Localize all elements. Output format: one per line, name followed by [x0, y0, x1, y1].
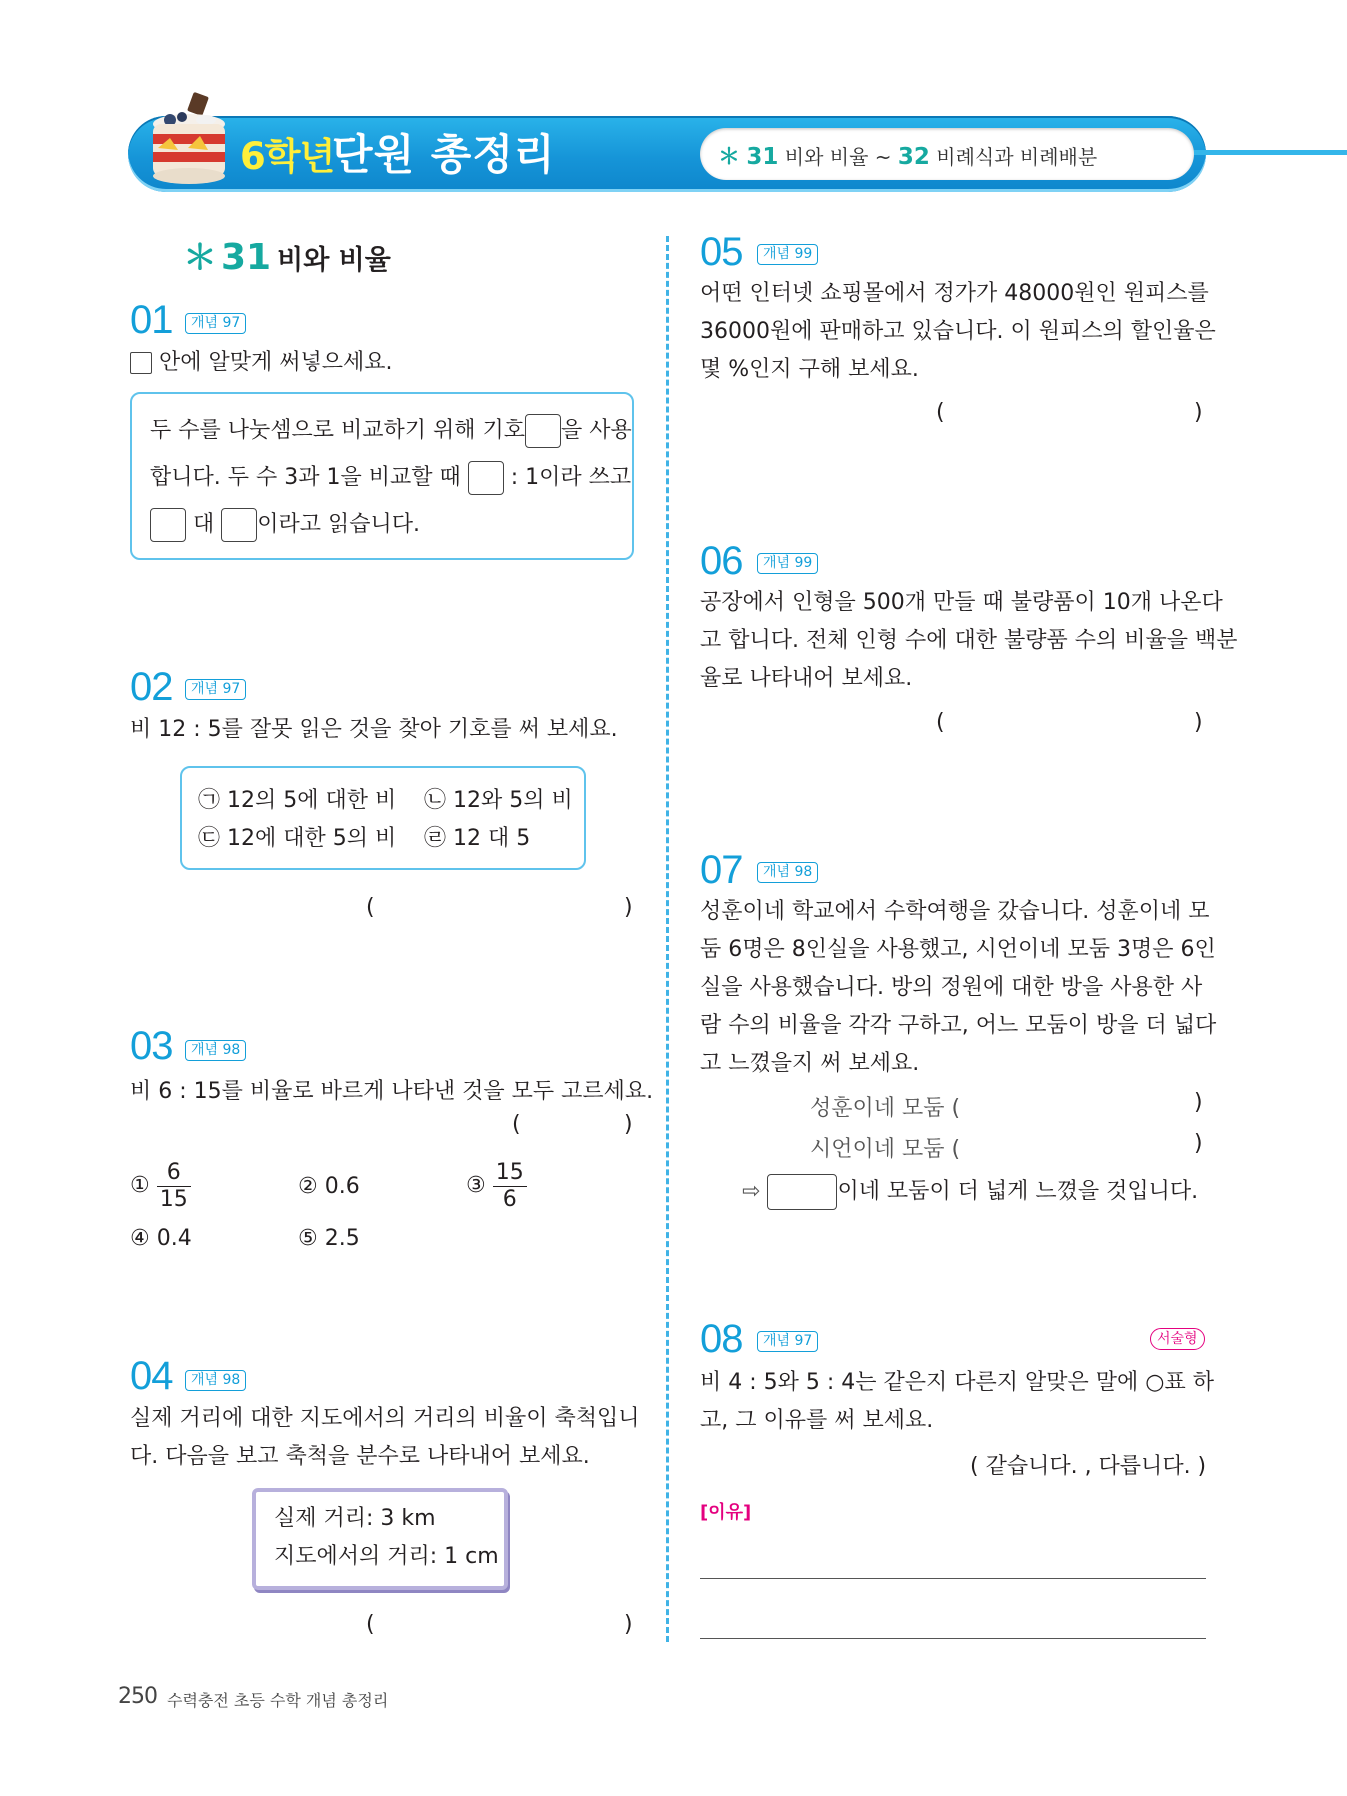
- answer-paren-open: (: [366, 895, 375, 920]
- question-prompt-line-1: 비 4 : 5와 5 : 4는 같은지 다른지 알맞은 말에 ○표 하: [700, 1370, 1214, 1395]
- question-prompt-line-2: 36000원에 판매하고 있습니다. 이 원피스의 할인율은: [700, 319, 1216, 344]
- choice-5: ⑤ 2.5: [298, 1226, 360, 1251]
- text: 대: [193, 512, 215, 537]
- question-prompt: 비 12 : 5를 잘못 읽은 것을 찾아 기호를 써 보세요.: [130, 717, 618, 742]
- question-prompt-line-1: 실제 거리에 대한 지도에서의 거리의 비율이 축척입니: [130, 1406, 640, 1431]
- range-end-title: 비례식과 비례배분: [936, 145, 1098, 169]
- question-prompt-line-3: 율로 나타내어 보세요.: [700, 666, 913, 691]
- numerator: 6: [157, 1160, 191, 1187]
- essay-badge: 서술형: [1150, 1328, 1205, 1350]
- answer-label-2: 시언이네 모둠 (: [810, 1137, 961, 1162]
- actual-distance: 실제 거리: 3 km: [274, 1506, 436, 1531]
- answer-paren-close: ): [624, 1612, 633, 1637]
- question-prompt-line-1: 공장에서 인형을 500개 만들 때 불량품이 10개 나온다: [700, 590, 1223, 615]
- answer-blank[interactable]: [525, 414, 561, 448]
- question-number: 08: [700, 1317, 743, 1361]
- section-number: 31: [221, 237, 272, 278]
- section-heading: [183, 230, 391, 279]
- answer-paren-close: ): [1194, 400, 1203, 425]
- option: ㉢ 12에 대한 5의 비: [198, 826, 397, 851]
- fill-blank-line-2: [150, 456, 631, 500]
- text: 이라고 읽습니다.: [257, 512, 421, 537]
- unit-range: [718, 140, 1097, 171]
- text: 을 사용: [561, 418, 632, 443]
- question-number: 01: [130, 298, 173, 342]
- answer-blank[interactable]: [468, 461, 504, 495]
- choice-3: [466, 1158, 527, 1214]
- question-prompt-line-5: 고 느꼈을지 써 보세요.: [700, 1051, 920, 1076]
- range-start-number: 31: [746, 144, 779, 170]
- page-number: 250: [118, 1684, 157, 1709]
- concept-tag: 개념 97: [185, 313, 246, 334]
- star-icon: ＊: [718, 145, 741, 170]
- concept-tag: 개념 98: [185, 1040, 246, 1061]
- question-prompt-line-2: 다. 다음을 보고 축척을 분수로 나타내어 보세요.: [130, 1444, 590, 1469]
- prompt-text: 안에 알맞게 써넣으세요.: [159, 350, 393, 375]
- question-prompt-line-3: 실을 사용했습니다. 방의 정원에 대한 방을 사용한 사: [700, 975, 1203, 1000]
- fraction: [493, 1160, 527, 1213]
- concept-tag: 개념 97: [185, 679, 246, 700]
- question-number: 03: [130, 1024, 173, 1068]
- answer-paren-open: (: [512, 1112, 521, 1137]
- question-prompt: [130, 344, 393, 381]
- choice-mark: ③: [466, 1173, 486, 1198]
- question-prompt-line-3: 몇 %인지 구해 보세요.: [700, 357, 919, 382]
- arrow-icon: ⇨: [742, 1179, 761, 1204]
- blank-box-icon: [130, 352, 152, 374]
- answer-paren-close: ): [624, 895, 633, 920]
- numerator: 15: [493, 1160, 527, 1187]
- choice-4: ④ 0.4: [130, 1226, 192, 1251]
- answer-blank[interactable]: [767, 1174, 837, 1210]
- choice-mark: ①: [130, 1173, 150, 1198]
- concept-tag: 개념 99: [757, 244, 818, 265]
- question-number: 07: [700, 848, 743, 892]
- question-prompt: 비 6 : 15를 비율로 바르게 나타낸 것을 모두 고르세요.: [130, 1079, 654, 1104]
- reason-label: [이유]: [700, 1502, 752, 1523]
- denominator: 15: [159, 1186, 188, 1212]
- question-prompt-line-4: 람 수의 비율을 각각 구하고, 어느 모둠이 방을 더 넓다: [700, 1013, 1217, 1038]
- answer-paren-close: ): [1194, 1090, 1203, 1115]
- question-prompt-line-1: 어떤 인터넷 쇼핑몰에서 정가가 48000원인 원피스를: [700, 281, 1209, 306]
- range-end-number: 32: [897, 144, 930, 170]
- question-prompt-line-2: 둠 6명은 8인실을 사용했고, 시언이네 모둠 3명은 6인: [700, 937, 1216, 962]
- cake-icon: [148, 90, 230, 188]
- answer-paren-open: (: [936, 400, 945, 425]
- answer-blank[interactable]: [221, 508, 257, 542]
- concept-tag: 개념 98: [185, 1370, 246, 1391]
- question-number: 06: [700, 539, 743, 583]
- text: 두 수를 나눗셈으로 비교하기 위해 기호: [150, 418, 525, 443]
- fill-blank-line-3: [150, 503, 420, 547]
- option: ㉣ 12 대 5: [424, 826, 531, 851]
- book-title: 수력충전 초등 수학 개념 총정리: [167, 1691, 389, 1710]
- concept-tag: 개념 99: [757, 553, 818, 574]
- question-number: 02: [130, 665, 173, 709]
- map-distance: 지도에서의 거리: 1 cm: [274, 1544, 499, 1569]
- denominator: 6: [502, 1186, 517, 1212]
- option: ㉠ 12의 5에 대한 비: [198, 788, 397, 813]
- choice-2: ② 0.6: [298, 1174, 360, 1199]
- answer-paren-open: (: [366, 1612, 375, 1637]
- fraction: [157, 1160, 191, 1213]
- answer-choice[interactable]: ( 같습니다. , 다릅니다. ): [970, 1454, 1207, 1479]
- column-divider: [666, 236, 669, 1642]
- answer-label-1: 성훈이네 모둠 (: [810, 1096, 961, 1121]
- question-number: 04: [130, 1354, 173, 1398]
- answer-paren-close: ): [1194, 710, 1203, 735]
- star-icon: ＊: [183, 238, 217, 278]
- choice-1: [130, 1158, 191, 1214]
- answer-paren-close: ): [1194, 1131, 1203, 1156]
- banner-grade: 6학년: [240, 135, 335, 178]
- concept-tag: 개념 98: [757, 862, 818, 883]
- range-separator: ~: [874, 145, 892, 169]
- question-prompt-line-2: 고 합니다. 전체 인형 수에 대한 불량품 수의 비율을 백분: [700, 628, 1238, 653]
- answer-line[interactable]: [700, 1638, 1206, 1639]
- conclusion-line: [742, 1172, 1198, 1212]
- concept-tag: 개념 97: [757, 1331, 818, 1352]
- section-title: 비와 비율: [277, 245, 391, 276]
- option: ㉡ 12와 5의 비: [424, 788, 573, 813]
- answer-line[interactable]: [700, 1578, 1206, 1579]
- answer-paren-open: (: [936, 710, 945, 735]
- header-rule: [1190, 150, 1347, 155]
- answer-blank[interactable]: [150, 508, 186, 542]
- text: : 1이라 쓰고: [510, 465, 632, 490]
- range-start-title: 비와 비율: [784, 145, 869, 169]
- conclusion-text: 이네 모둠이 더 넓게 느꼈을 것입니다.: [837, 1179, 1199, 1204]
- question-prompt-line-1: 성훈이네 학교에서 수학여행을 갔습니다. 성훈이네 모: [700, 899, 1210, 924]
- text: 합니다. 두 수 3과 1을 비교할 때: [150, 465, 461, 490]
- answer-paren-close: ): [624, 1112, 633, 1137]
- fill-blank-line-1: [150, 409, 632, 453]
- question-prompt-line-2: 고, 그 이유를 써 보세요.: [700, 1408, 934, 1433]
- banner-title: 단원 총정리: [332, 130, 556, 179]
- question-number: 05: [700, 230, 743, 274]
